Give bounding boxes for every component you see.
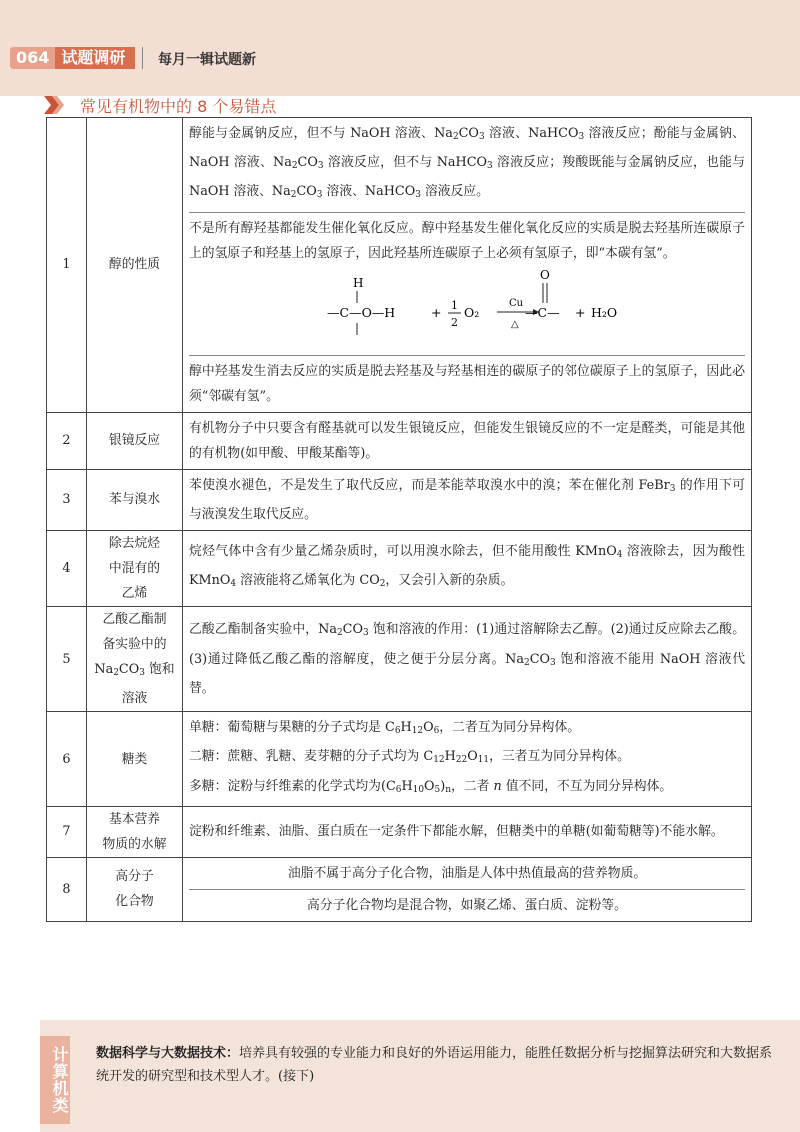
topic-line: 化合物: [115, 894, 154, 910]
content-cell: 醇中羟基发生消去反应的实质是脱去羟基及与羟基相连的碳原子的邻位碳原子上的氢原子，因此必须“邻碳有氢”。: [189, 355, 745, 412]
row-number: 4: [47, 530, 87, 606]
formula-left: —C—O—H: [327, 304, 396, 320]
formula-water: H₂O: [591, 304, 618, 320]
content-cell: 苯使溴水褪色，不是发生了取代反应，而是苯能萃取溴水中的溴；苯在催化剂 FeBr$_3$ 的作用下可与液溴发生取代反应。: [189, 477, 745, 522]
row-content: [183, 712, 752, 807]
row-number: 8: [47, 857, 87, 921]
formula-graphic: [189, 269, 749, 355]
row-content: [183, 857, 752, 921]
table-row: [47, 857, 752, 921]
table-row: [47, 412, 752, 469]
table-row: [47, 469, 752, 530]
page-number: 064: [10, 47, 55, 69]
row-topic: [87, 118, 183, 413]
table-row: [47, 712, 752, 807]
content-cell: 油脂不属于高分子化合物，油脂是人体中热值最高的营养物质。: [189, 858, 745, 890]
row-number: 5: [47, 606, 87, 711]
content-cell: 乙酸乙酯制备实验中，$Na_2CO_3$ 饱和溶液的作用：(1)通过溶解除去乙醇。(2)通过反应除去乙酸。(3)通过降低乙酸乙酯的溶解度，使之便于分层分离。$Na_2CO_3$ 饱和溶液不能用 NaOH 溶液代替。: [189, 622, 745, 696]
content-cell: 淀粉和纤维素、油脂、蛋白质在一定条件下都能水解，但糖类中的单糖(如葡萄糖等)不能水解。: [189, 824, 724, 840]
content-cell: 醇能与金属钠反应，但不与 NaOH 溶液、$Na_2CO_3$ 溶液、NaHCO$_3$ 溶液反应；酚能与金属钠、NaOH 溶液、$Na_2CO_3$ 溶液反应，但不与 NaHCO$_3$ 溶液反应；羧酸既能与金属钠反应，也能与 NaOH 溶液、$Na_2CO_3$ 溶液、NaHCO$_3$ 溶液反应。: [189, 118, 745, 213]
section-name: 试题调研: [55, 47, 135, 69]
topic-line: 中混有的: [108, 560, 161, 576]
row-topic: [87, 469, 183, 530]
formula-product: —C—: [525, 304, 560, 320]
table-row: [47, 806, 752, 857]
row-content: [183, 806, 752, 857]
topic-line: 乙酸乙酯制: [102, 611, 167, 627]
formula-plus2: +: [575, 304, 586, 320]
row-topic: [87, 857, 183, 921]
topic-line: 备实验中的: [102, 636, 167, 652]
row-number: 3: [47, 469, 87, 530]
formula-condition: △: [511, 318, 519, 330]
formula-o2: O₂: [464, 304, 480, 320]
page-tag: [10, 47, 135, 69]
topic-line: 基本营养: [108, 811, 161, 827]
row-topic: [87, 530, 183, 606]
formula-o-top: O: [540, 268, 550, 282]
topic-line: $Na_2CO_3$ 饱和: [94, 661, 175, 679]
row-content: [183, 530, 752, 606]
row-content: [183, 118, 752, 413]
header-subtitle: 每月一辑试题新: [158, 52, 256, 68]
content-cell: 二糖：蔗糖、乳糖、麦芽糖的分子式均为 $C_{12}H_{22}O_{11}$，三者互为同分异构体。: [189, 749, 630, 766]
row-number: 1: [47, 118, 87, 413]
formula-catalyst: Cu: [509, 297, 524, 309]
errors-table: [46, 117, 752, 922]
double-chevron-icon: [44, 96, 66, 114]
topic-line: 银镜反应: [108, 433, 161, 449]
section-title: 常见有机物中的 8 个易错点: [80, 96, 277, 116]
row-content: [183, 606, 752, 711]
row-content: [183, 412, 752, 469]
footer-major-name: 数据科学与大数据技术：: [96, 1046, 240, 1061]
topic-line: 物质的水解: [102, 836, 167, 852]
table-row: [47, 118, 752, 413]
topic-line: 乙烯: [121, 585, 148, 601]
row-number: 2: [47, 412, 87, 469]
row-content: [183, 469, 752, 530]
table-row: [47, 606, 752, 711]
content-cell: 不是所有醇羟基都能发生催化氧化反应。醇中羟基发生催化氧化反应的实质是脱去羟基所连碳原子上的氢原子和羟基上的氢原子，因此羟基所连碳原子上必须有氢原子，即“本碳有氢”。: [189, 220, 745, 261]
table-row: [47, 530, 752, 606]
footer-category-tab: 计算机类: [40, 1036, 70, 1124]
section-title-row: [44, 94, 276, 116]
formula-plus1: +: [431, 304, 442, 320]
footer-description: 培养具有较强的专业能力和良好的外语运用能力，能胜任数据分析与挖掘算法研究和大数据系统开发的研究型和技术型人才。(接下): [96, 1046, 773, 1084]
formula-frac-den: 2: [451, 315, 458, 329]
formula-h: H: [353, 275, 364, 290]
content-cell: 多糖：淀粉与纤维素的化学式均为$(C_6H_{10}O_5)_n$，二者 n 值不同，不互为同分异构体。: [189, 778, 673, 795]
topic-line: 除去烷烃: [108, 535, 161, 551]
topic-line: 糖类: [121, 751, 148, 767]
row-topic: [87, 712, 183, 807]
content-cell: 烷烃气体中含有少量乙烯杂质时，可以用溴水除去，但不能用酸性 KMnO$_4$ 溶液除去，因为酸性 KMnO$_4$ 溶液能将乙烯氧化为 $CO_2$，又会引入新的杂质。: [189, 544, 745, 590]
content-cell: 高分子化合物均是混合物，如聚乙烯、蛋白质、淀粉等。: [307, 897, 627, 913]
row-topic: [87, 806, 183, 857]
content-cell: 有机物分子中只要含有醛基就可以发生银镜反应，但能发生银镜反应的不一定是醛类，可能是其他的有机物(如甲酸、甲酸某酯等)。: [189, 420, 745, 461]
oxidation-formula: [189, 269, 745, 355]
formula-frac-num: 1: [451, 298, 458, 312]
topic-line: 醇的性质: [108, 257, 161, 273]
row-topic: [87, 412, 183, 469]
row-topic: [87, 606, 183, 711]
header-divider: [142, 47, 143, 69]
content-cell: 单糖：葡萄糖与果糖的分子式均是 $C_6H_{12}O_6$，二者互为同分异构体。: [189, 720, 581, 737]
topic-line: 溶液: [121, 691, 148, 707]
row-number: 7: [47, 806, 87, 857]
row-number: 6: [47, 712, 87, 807]
topic-line: 高分子: [115, 869, 154, 885]
topic-line: 苯与溴水: [108, 492, 161, 508]
footer-text: [96, 1042, 776, 1088]
